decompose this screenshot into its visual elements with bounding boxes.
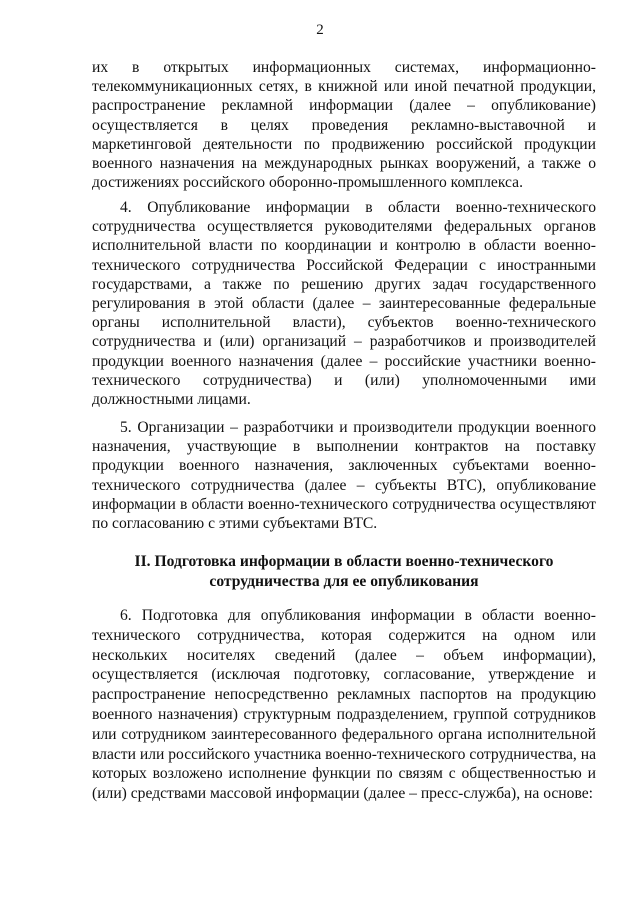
section-heading: [92, 552, 596, 592]
paragraph-item-4: 4. Опубликование информации в области военно-технического сотрудничества осуществляется руководителями федеральных органов исполнительной власти по координации и контролю в области военно-технического сотрудничества Российской Федерации с иностранными государствами, а также по решению других задач государственного регулирования в этой области (далее – заинтересованные федеральные органы исполнительной власти), субъектов военно-технического сотрудничества и (или) организаций – разработчиков и производителей продукции военного назначения (далее – российские участники военно-технического сотрудничества) и (или) уполномоченными ими должностными лицами.: [92, 199, 596, 409]
paragraph-item-6: 6. Подготовка для опубликования информации в области военно-технического сотрудничества, которая содержится на одном или нескольких носителях сведений (далее – объем информации), осуществляется (исключая подготовку, согласование, утверждение и распространение непосредственно рекламных паспортов на продукцию военного назначения) структурным подразделением, группой сотрудников или сотрудником заинтересованного федерального органа исполнительной власти или российского участника военно-технического сотрудничества, на которых возложено исполнение функции по связям с общественностью и (или) средствами массовой информации (далее – пресс-служба), на основе:: [92, 607, 596, 803]
section-heading-line-1: II. Подготовка информации в области военно-технического: [134, 553, 554, 570]
section-heading-line-2: сотрудничества для ее опубликования: [209, 573, 479, 590]
page-number: 2: [316, 22, 324, 38]
paragraph-item-5: 5. Организации – разработчики и производители продукции военного назначения, участвующие в выполнении контрактов на поставку продукции военного назначения, заключенных субъектами военно-технического сотрудничества (далее – субъекты ВТС), опубликование информации в области военно-технического сотрудничества осуществляют по согласованию с этими субъектами ВТС.: [92, 419, 596, 533]
paragraph-continuation: их в открытых информационных системах, информационно-телекоммуникационных сетях, в книжной или иной печатной продукции, распространение рекламной информации (далее – опубликование) осуществляется в целях проведения рекламно-выставочной и маркетинговой деятельности по продвижению российской продукции военного назначения на международных рынках вооружений, а также о достижениях российского оборонно-промышленного комплекса.: [92, 59, 596, 192]
